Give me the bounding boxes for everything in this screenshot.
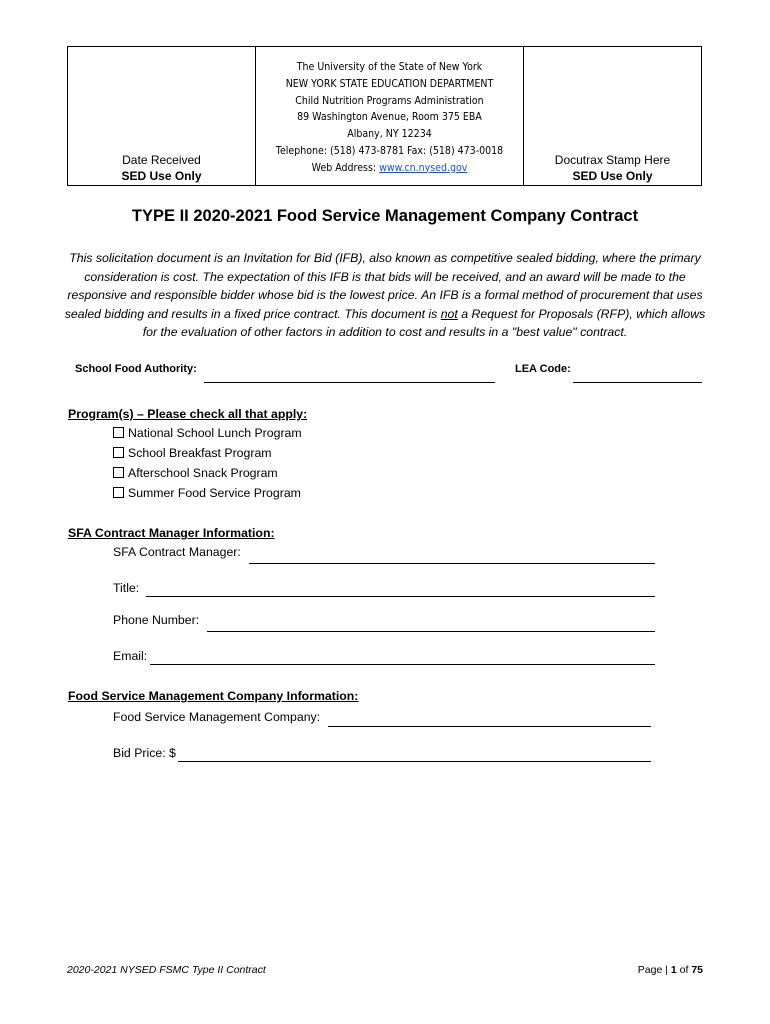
intro-text-before: This solicitation document is an Invitation for Bid (IFB), also known as competitive sealed bidding, where the primary consideration is cost. The expectation of this IFB is that bids will be received, and an award will be made to the responsive and responsible bidder whose bid is the lowest price. An IFB is a formal method of procurement that uses sealed bidding and results in a fixed price contract. This document is [64, 251, 703, 321]
checkbox-icon[interactable] [113, 447, 124, 458]
date-received-cell [68, 47, 256, 185]
sed-use-only-left: SED Use Only [121, 169, 202, 183]
checkbox-icon[interactable] [113, 487, 124, 498]
page-total: 75 [691, 964, 703, 976]
page-prefix: Page | [637, 964, 671, 976]
fsmc-company-label: Food Service Management Company: [113, 710, 321, 724]
web-address-link[interactable]: www.cn.nysed.gov [379, 160, 468, 174]
agency-line-2: NEW YORK STATE EDUCATION DEPARTMENT [285, 76, 494, 90]
checkbox-icon[interactable] [113, 427, 124, 438]
school-food-authority-field[interactable] [204, 382, 495, 383]
phone-number-label: Phone Number: [113, 613, 200, 627]
sfa-contract-manager-field[interactable] [249, 563, 655, 564]
page-current: 1 [670, 964, 677, 976]
bid-price-field[interactable] [178, 761, 651, 762]
docutrax-stamp-label: Docutrax Stamp Here [554, 153, 671, 167]
agency-cell [256, 47, 524, 185]
sfa-contract-heading: SFA Contract Manager Information: [68, 526, 275, 540]
agency-line-4: 89 Washington Avenue, Room 375 EBA [297, 110, 482, 124]
header-table [67, 46, 702, 186]
sfa-contract-manager-label: SFA Contract Manager: [113, 545, 241, 559]
page-number [638, 964, 703, 976]
bid-price-label: Bid Price: $ [113, 746, 176, 760]
agency-line-3: Child Nutrition Programs Administration [295, 93, 484, 107]
program-item[interactable] [113, 466, 278, 480]
title-field[interactable] [146, 596, 655, 597]
programs-heading: Program(s) – Please check all that apply: [68, 407, 308, 421]
web-address-label: Web Address: [311, 160, 380, 174]
footer-document-name: 2020-2021 NYSED FSMC Type II Contract [67, 964, 266, 976]
program-label: Summer Food Service Program [128, 486, 301, 500]
agency-line-6: Telephone: (518) 473-8781 Fax: (518) 473-0018 [275, 143, 504, 157]
fsmc-heading: Food Service Management Company Information: [68, 689, 359, 703]
program-item[interactable] [113, 446, 272, 460]
agency-web-line [275, 160, 505, 177]
program-label: National School Lunch Program [128, 426, 302, 440]
program-label: School Breakfast Program [128, 446, 272, 460]
school-food-authority-label: School Food Authority: [75, 363, 197, 375]
lea-code-field[interactable] [573, 382, 702, 383]
page-of: of [676, 964, 692, 976]
agency-line-5: Albany, NY 12234 [347, 127, 432, 141]
docutrax-stamp-cell [524, 47, 701, 185]
checkbox-icon[interactable] [113, 467, 124, 478]
email-label: Email: [113, 649, 148, 663]
program-item[interactable] [113, 486, 301, 500]
agency-line-1: The University of the State of New York [296, 60, 483, 73]
phone-number-field[interactable] [207, 631, 655, 632]
sed-use-only-right: SED Use Only [572, 169, 653, 183]
lea-code-label: LEA Code: [515, 363, 571, 375]
intro-text-after: a Request for Proposals (RFP), which allows for the evaluation of other factors in addition to cost and results in a "best value" contract. [142, 306, 706, 340]
email-field[interactable] [150, 664, 655, 665]
intro-text-underlined: not [440, 306, 458, 321]
intro-paragraph [60, 249, 710, 342]
program-label: Afterschool Snack Program [128, 466, 278, 480]
program-item[interactable] [113, 426, 302, 440]
document-title: TYPE II 2020-2021 Food Service Management Company Contract [131, 207, 639, 225]
agency-address [275, 59, 505, 177]
title-label: Title: [113, 581, 140, 595]
fsmc-company-field[interactable] [328, 726, 651, 727]
date-received-label: Date Received [122, 153, 201, 167]
